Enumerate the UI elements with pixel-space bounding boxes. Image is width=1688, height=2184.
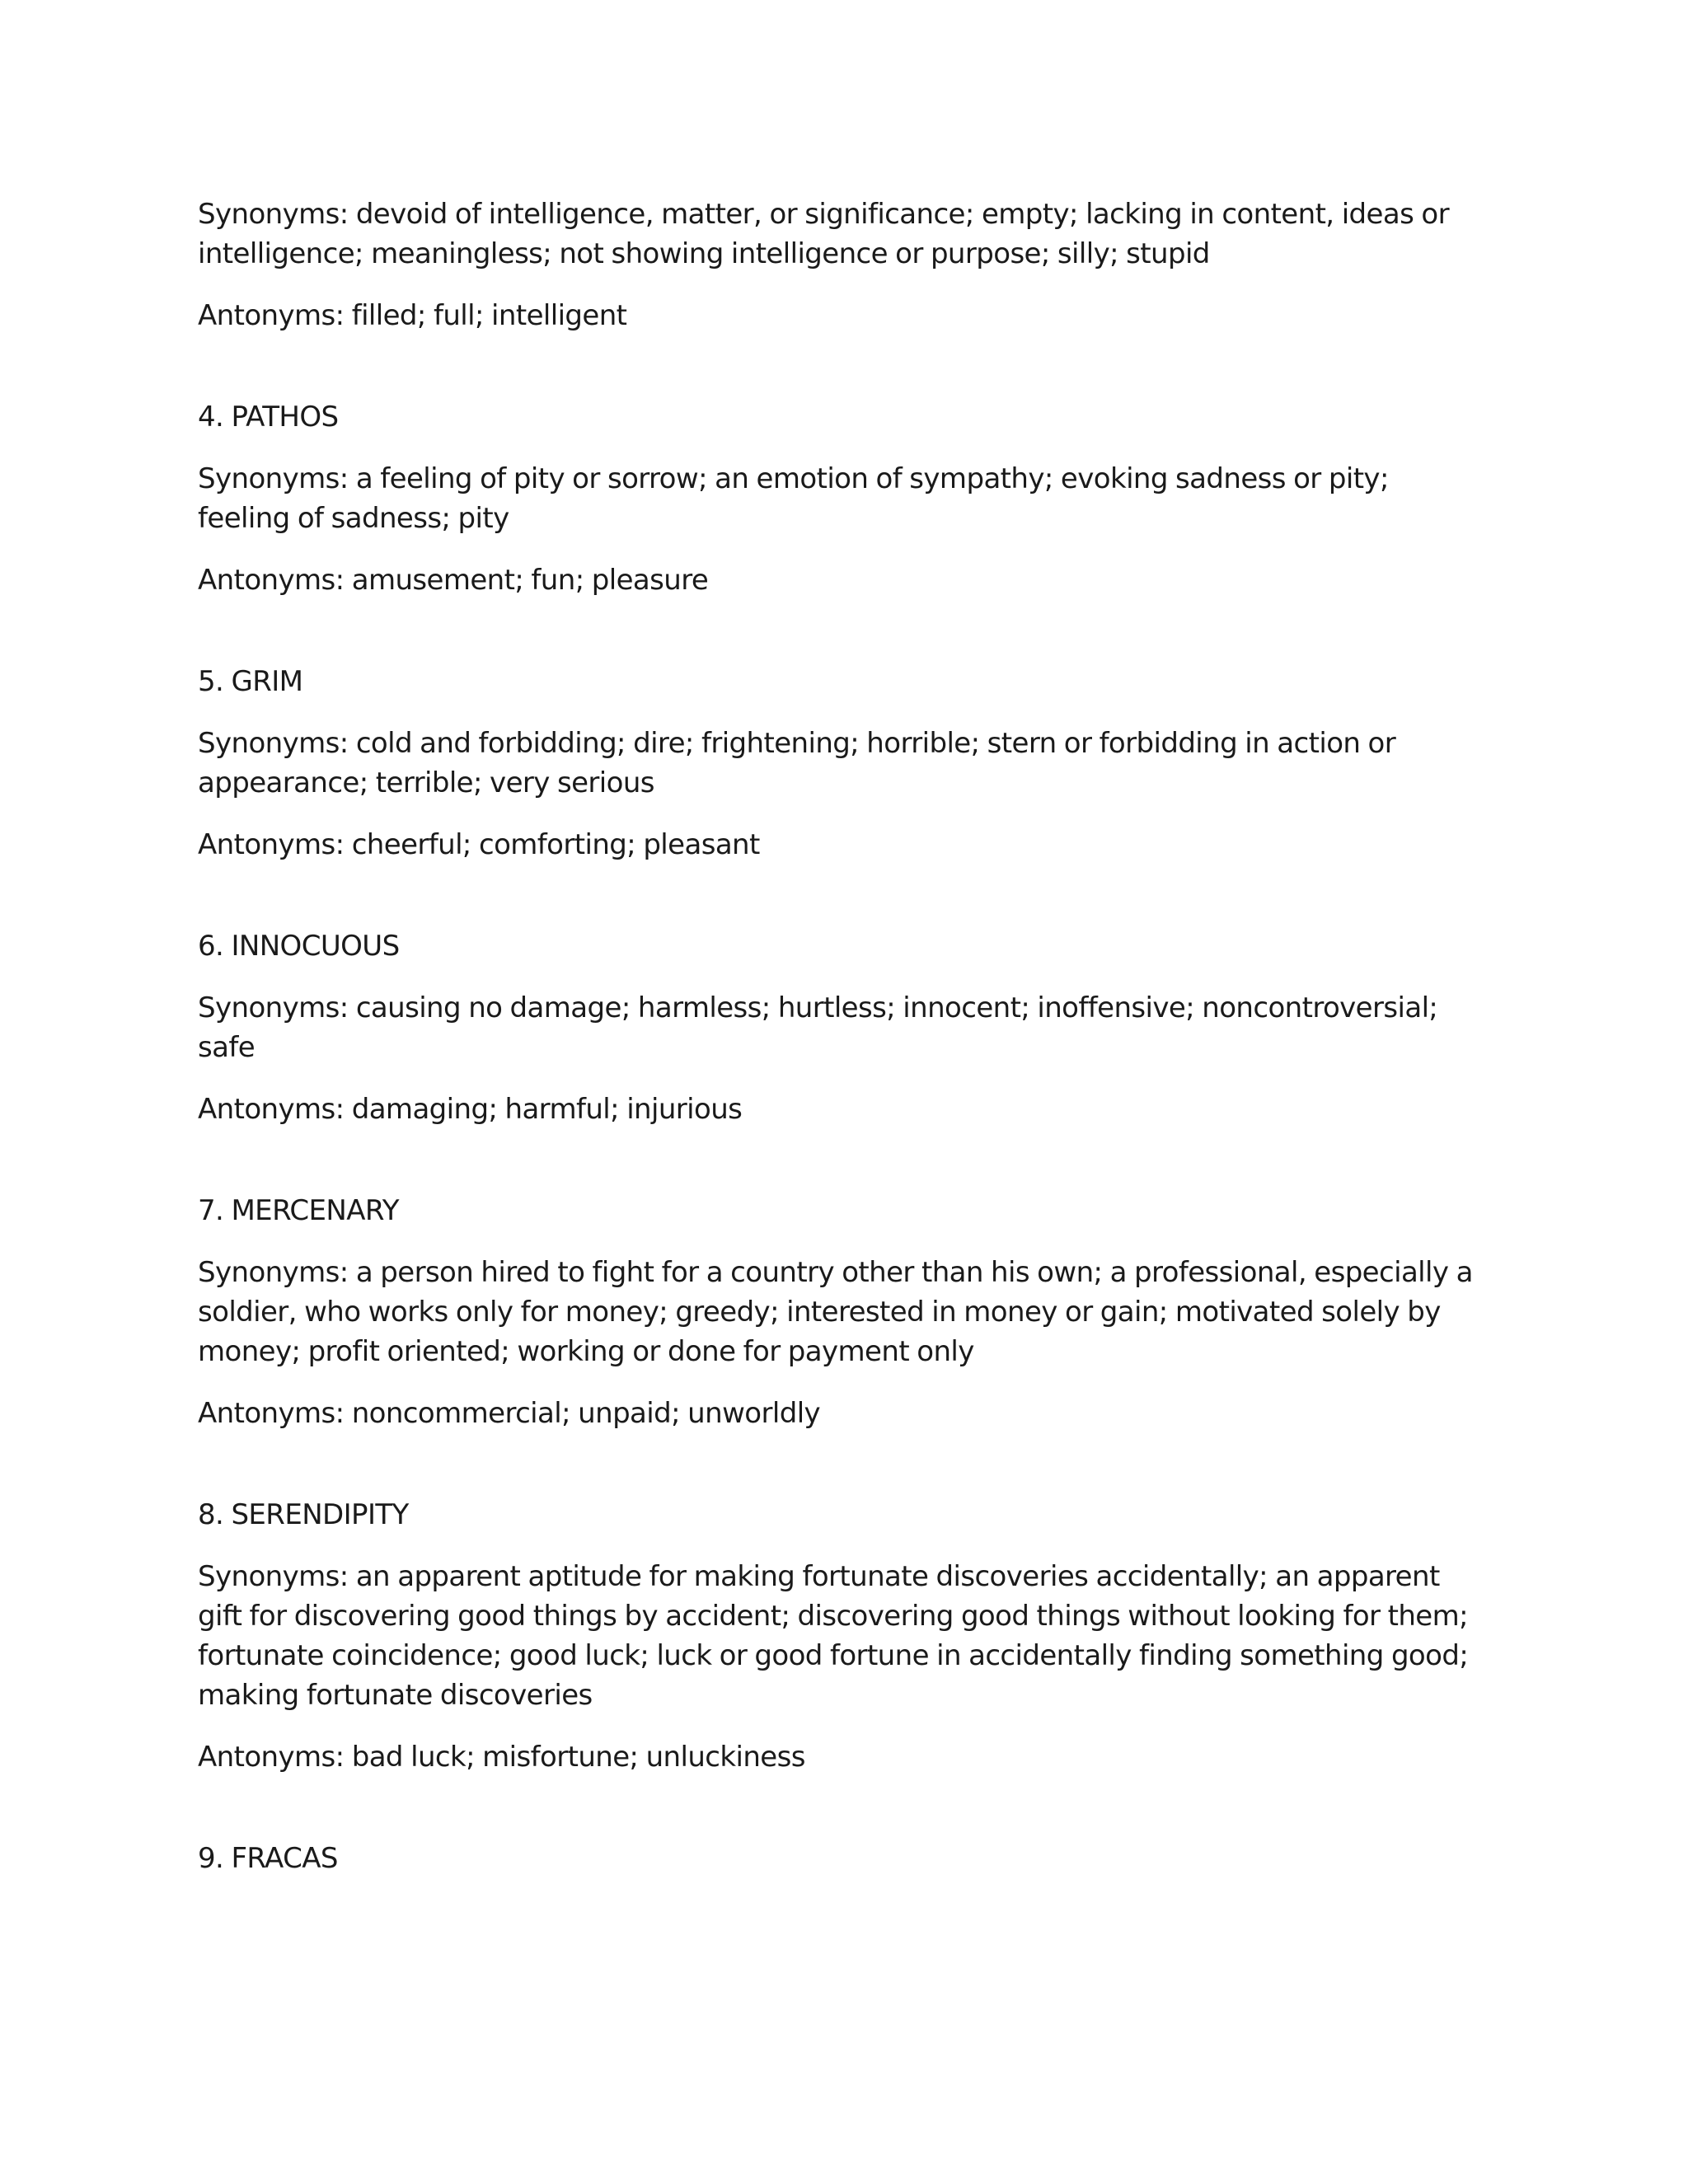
vocabulary-list: [198, 194, 1484, 1900]
entry-heading: 6. INNOCUOUS: [198, 930, 400, 963]
entry-heading: 9. FRACAS: [198, 1842, 338, 1875]
vocab-entry-serendipity: [198, 1495, 1484, 1777]
synonyms-text: Synonyms: devoid of intelligence, matter, or significance; empty; lacking in content, ideas or intelligence; meaningless; not showing intelligence or purpose; silly; stupid: [198, 198, 1449, 270]
synonyms-text: Synonyms: an apparent aptitude for making fortunate discoveries accidentally; an apparent gift for discovering good things by accident; discovering good things without looking for them; fortunate coincidence; good luck; luck or good fortune in accidentally finding something good; making fortunate discoveries: [198, 1560, 1469, 1712]
antonyms-text: Antonyms: damaging; harmful; injurious: [198, 1093, 743, 1126]
entry-heading: 5. GRIM: [198, 665, 303, 698]
synonyms-text: Synonyms: cold and forbidding; dire; frightening; horrible; stern or forbidding in action or appearance; terrible; very serious: [198, 727, 1396, 799]
entry-heading: 8. SERENDIPITY: [198, 1498, 409, 1531]
antonyms-text: Antonyms: noncommercial; unpaid; unworldly: [198, 1397, 821, 1430]
vocab-entry-pathos: [198, 397, 1484, 600]
entry-heading: 7. MERCENARY: [198, 1194, 399, 1227]
vocab-entry-mercenary: [198, 1191, 1484, 1433]
synonyms-text: Synonyms: causing no damage; harmless; hurtless; innocent; inoffensive; noncontroversial; safe: [198, 991, 1438, 1064]
vocab-entry-continued: [198, 194, 1484, 335]
entry-heading: 4. PATHOS: [198, 401, 339, 434]
synonyms-text: Synonyms: a person hired to fight for a country other than his own; a professional, especially a soldier, who works only for money; greedy; interested in money or gain; motivated solely by money; profit oriented; working or done for payment only: [198, 1256, 1473, 1368]
synonyms-text: Synonyms: a feeling of pity or sorrow; an emotion of sympathy; evoking sadness or pity; feeling of sadness; pity: [198, 462, 1389, 535]
vocab-entry-fracas: [198, 1839, 1484, 1878]
antonyms-text: Antonyms: amusement; fun; pleasure: [198, 564, 709, 597]
vocab-entry-grim: [198, 662, 1484, 865]
antonyms-text: Antonyms: bad luck; misfortune; unluckiness: [198, 1741, 805, 1774]
antonyms-text: Antonyms: filled; full; intelligent: [198, 299, 627, 332]
vocab-entry-innocuous: [198, 926, 1484, 1129]
antonyms-text: Antonyms: cheerful; comforting; pleasant: [198, 828, 760, 861]
